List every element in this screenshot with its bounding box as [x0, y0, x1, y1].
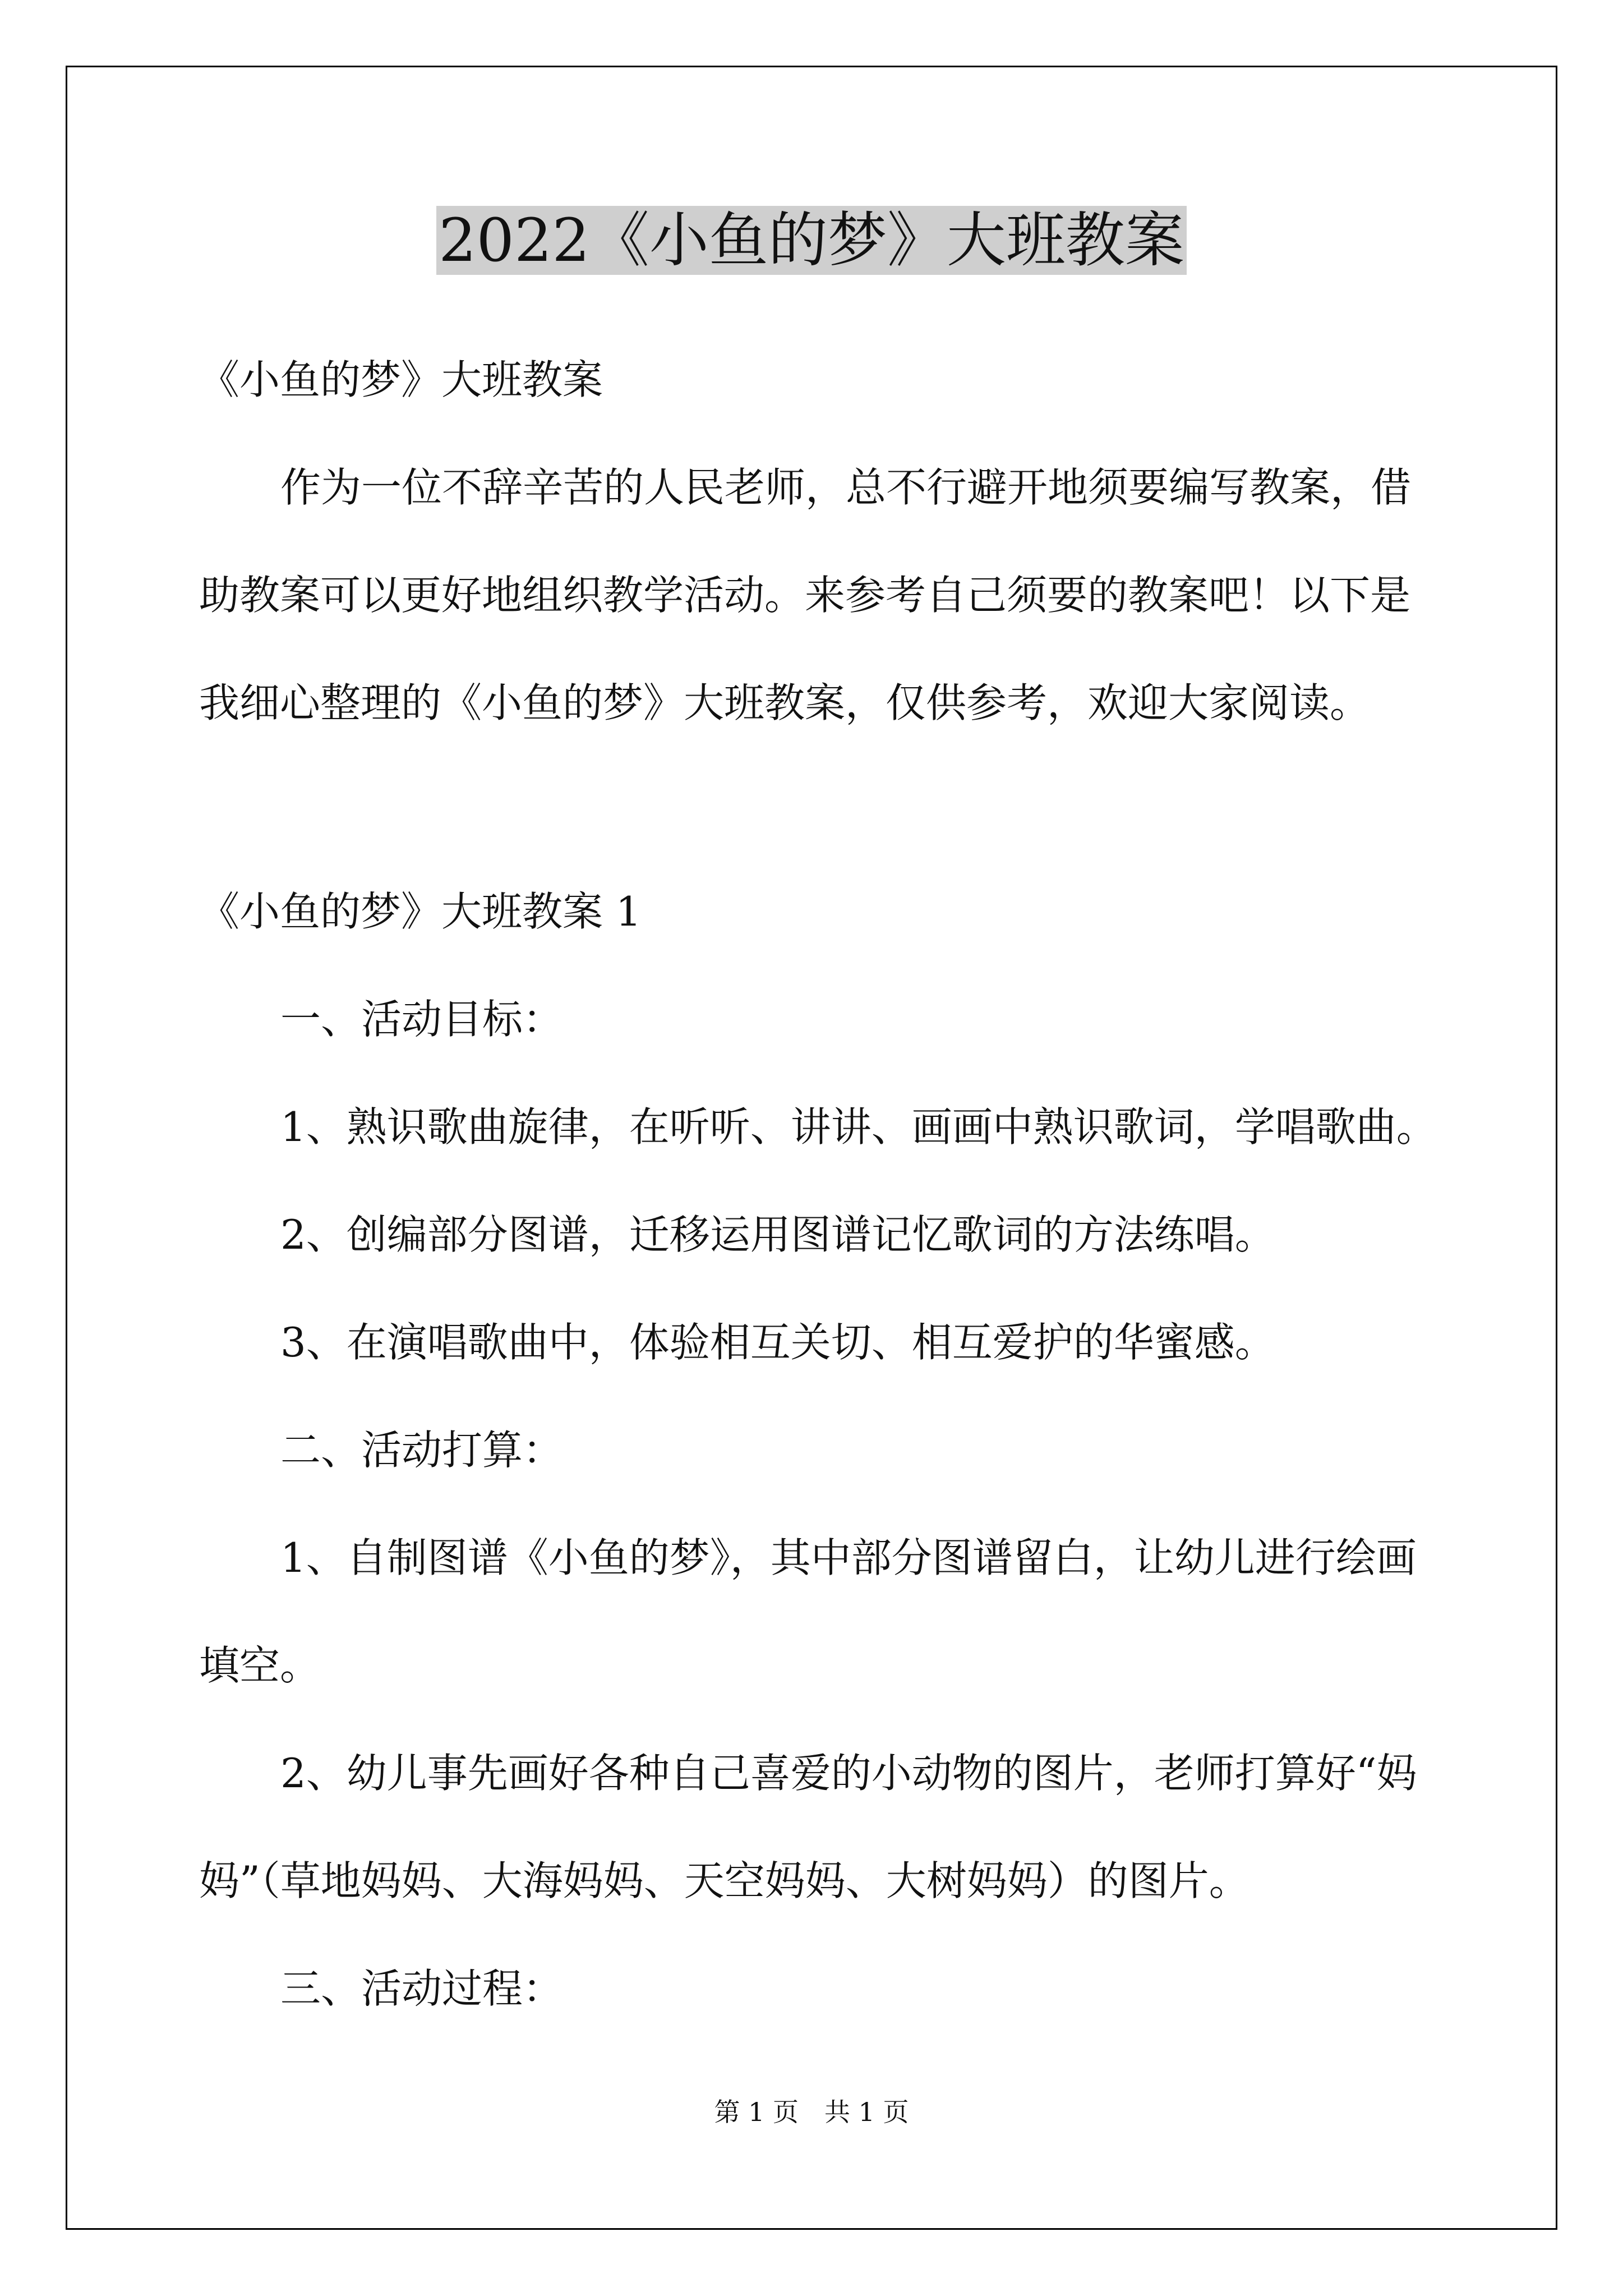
section-heading: 《小鱼的梦》大班教案 1 — [199, 888, 642, 935]
preparation-item-2: 2、幼儿事先画好各种自己喜爱的小动物的图片，老师打算好“妈 — [280, 1750, 1417, 1797]
document-title — [0, 204, 1623, 277]
paragraph-intro-line-2: 助教案可以更好地组织教学活动。来参考自己须要的教案吧！以下是 — [199, 572, 1411, 619]
heading-process: 三、活动过程： — [280, 1965, 564, 2012]
preparation-item-2-cont: 妈”（草地妈妈、大海妈妈、天空妈妈、大树妈妈）的图片。 — [199, 1857, 1249, 1904]
preparation-item-1: 1、自制图谱《小鱼的梦》，其中部分图谱留白，让幼儿进行绘画 — [280, 1534, 1417, 1581]
heading-objectives: 一、活动目标： — [280, 996, 564, 1043]
preparation-item-1-cont: 填空。 — [199, 1642, 321, 1689]
objective-item-1: 1、熟识歌曲旋律，在听听、讲讲、画画中熟识歌词，学唱歌曲。 — [280, 1103, 1437, 1151]
paragraph-intro-line-3: 我细心整理的《小鱼的梦》大班教案，仅供参考，欢迎大家阅读。 — [199, 679, 1371, 726]
heading-preparation: 二、活动打算： — [280, 1427, 564, 1474]
page-footer: 第 1 页 共 1 页 — [714, 2097, 909, 2127]
objective-item-2: 2、创编部分图谱，迁移运用图谱记忆歌词的方法练唱。 — [280, 1211, 1275, 1258]
objective-item-3: 3、在演唱歌曲中，体验相互关切、相互爱护的华蜜感。 — [280, 1319, 1275, 1366]
document-title-text: 2022《小鱼的梦》大班教案 — [436, 206, 1187, 275]
paragraph-intro-line-1: 作为一位不辞辛苦的人民老师，总不行避开地须要编写教案，借 — [280, 464, 1412, 511]
doc-subtitle: 《小鱼的梦》大班教案 — [199, 356, 603, 403]
